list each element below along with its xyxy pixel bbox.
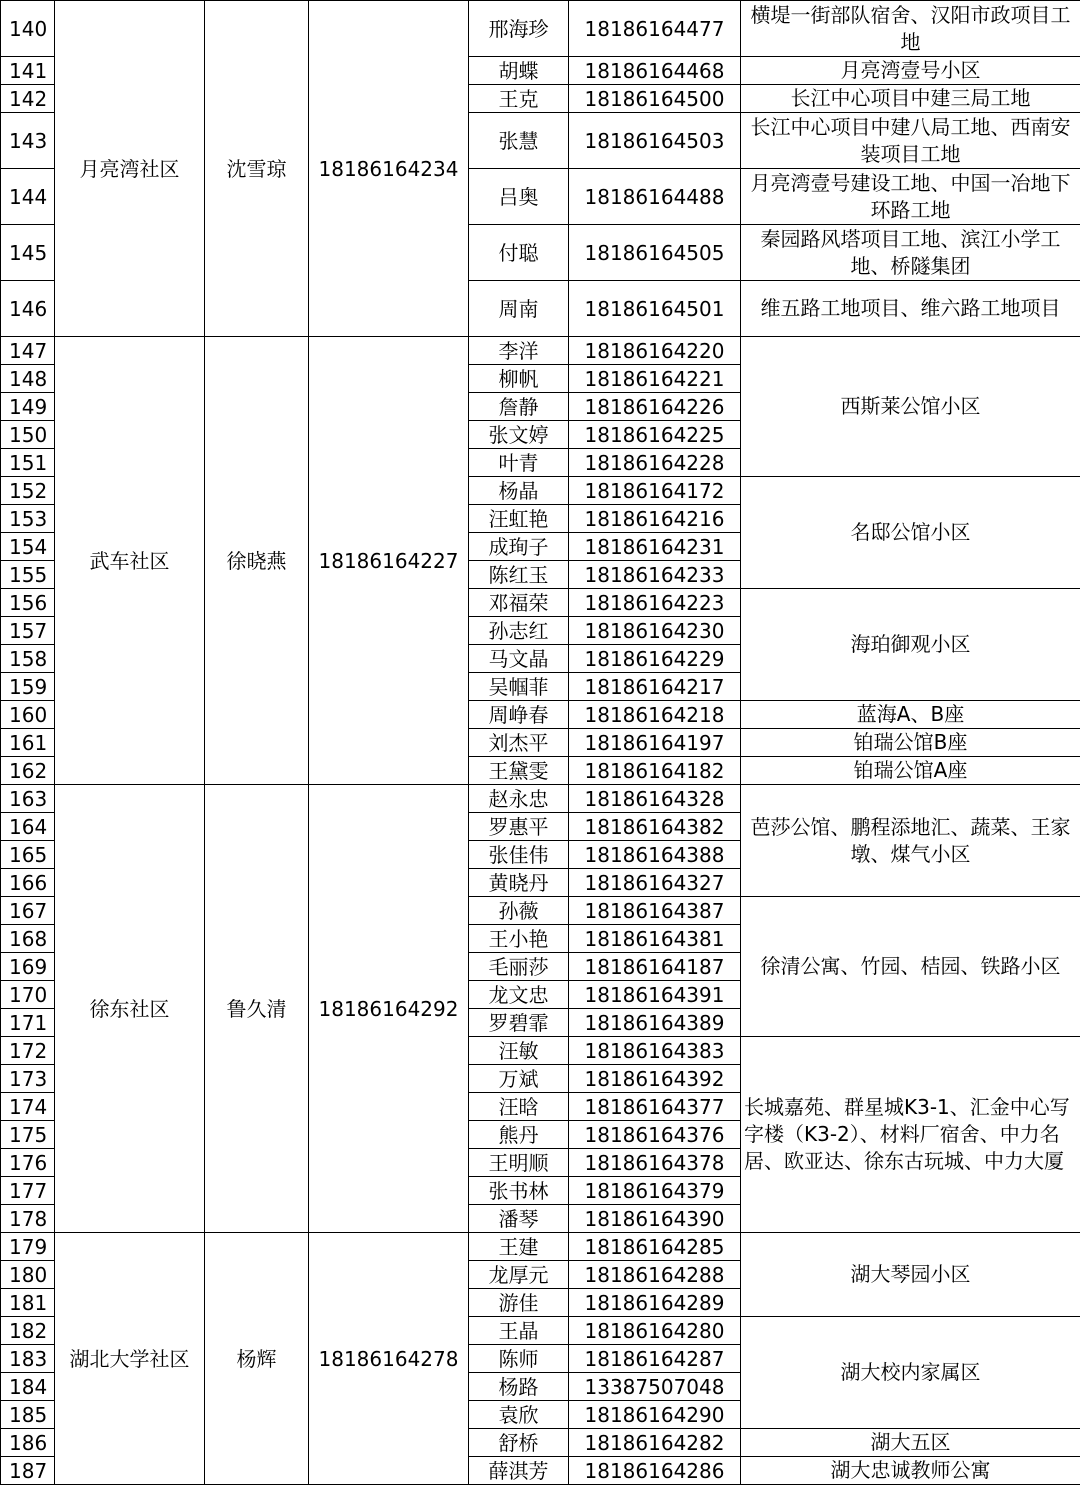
- member-phone: 18186164390: [569, 1205, 741, 1233]
- row-number: 169: [1, 953, 55, 981]
- row-number: 178: [1, 1205, 55, 1233]
- row-number: 176: [1, 1149, 55, 1177]
- member-phone: 18186164388: [569, 841, 741, 869]
- member-name: 赵永忠: [469, 785, 569, 813]
- row-number: 171: [1, 1009, 55, 1037]
- community-name: 月亮湾社区: [55, 1, 205, 337]
- member-phone: 18186164477: [569, 1, 741, 57]
- row-number: 179: [1, 1233, 55, 1261]
- member-name: 王建: [469, 1233, 569, 1261]
- member-name: 马文晶: [469, 645, 569, 673]
- responsible-area: 徐清公寓、竹园、桔园、铁路小区: [741, 897, 1080, 1037]
- member-name: 龙文忠: [469, 981, 569, 1009]
- row-number: 163: [1, 785, 55, 813]
- row-number: 175: [1, 1121, 55, 1149]
- member-phone: 18186164382: [569, 813, 741, 841]
- member-phone: 18186164285: [569, 1233, 741, 1261]
- member-phone: 18186164286: [569, 1457, 741, 1485]
- responsible-area: 湖大校内家属区: [741, 1317, 1080, 1429]
- row-number: 187: [1, 1457, 55, 1485]
- member-name: 潘琴: [469, 1205, 569, 1233]
- member-name: 袁欣: [469, 1401, 569, 1429]
- member-phone: 18186164381: [569, 925, 741, 953]
- member-name: 邢海珍: [469, 1, 569, 57]
- member-phone: 18186164391: [569, 981, 741, 1009]
- responsible-area: 秦园路风塔项目工地、滨江小学工地、桥隧集团: [741, 225, 1080, 281]
- member-name: 王明顺: [469, 1149, 569, 1177]
- member-name: 罗惠平: [469, 813, 569, 841]
- member-name: 成珣子: [469, 533, 569, 561]
- row-number: 180: [1, 1261, 55, 1289]
- member-name: 杨路: [469, 1373, 569, 1401]
- responsible-area: 名邸公馆小区: [741, 477, 1080, 589]
- row-number: 157: [1, 617, 55, 645]
- row-number: 144: [1, 169, 55, 225]
- member-name: 邓福荣: [469, 589, 569, 617]
- row-number: 159: [1, 673, 55, 701]
- row-number: 140: [1, 1, 55, 57]
- community-name: 武车社区: [55, 337, 205, 785]
- row-number: 152: [1, 477, 55, 505]
- responsible-area: 横堤一街部队宿舍、汉阳市政项目工地: [741, 1, 1080, 57]
- member-phone: 18186164328: [569, 785, 741, 813]
- row-number: 181: [1, 1289, 55, 1317]
- member-name: 龙厚元: [469, 1261, 569, 1289]
- member-phone: 18186164221: [569, 365, 741, 393]
- responsible-area: 月亮湾壹号建设工地、中国一冶地下环路工地: [741, 169, 1080, 225]
- member-phone: 18186164288: [569, 1261, 741, 1289]
- member-phone: 18186164233: [569, 561, 741, 589]
- row-number: 146: [1, 281, 55, 337]
- member-name: 陈师: [469, 1345, 569, 1373]
- responsible-area: 海珀御观小区: [741, 589, 1080, 701]
- row-number: 168: [1, 925, 55, 953]
- responsible-area: 蓝海A、B座: [741, 701, 1080, 729]
- member-phone: 18186164172: [569, 477, 741, 505]
- member-name: 汪敏: [469, 1037, 569, 1065]
- member-phone: 18186164290: [569, 1401, 741, 1429]
- row-number: 145: [1, 225, 55, 281]
- member-name: 孙薇: [469, 897, 569, 925]
- table-row: [1, 1233, 1080, 1261]
- member-name: 王黛雯: [469, 757, 569, 785]
- responsible-area: 湖大琴园小区: [741, 1233, 1080, 1317]
- member-name: 张佳伟: [469, 841, 569, 869]
- community-leader: 鲁久清: [205, 785, 309, 1233]
- responsible-area: 铂瑞公馆A座: [741, 757, 1080, 785]
- row-number: 160: [1, 701, 55, 729]
- table-body: [1, 1, 1080, 1485]
- responsible-area: 湖大忠诚教师公寓: [741, 1457, 1080, 1485]
- member-phone: 18186164218: [569, 701, 741, 729]
- row-number: 158: [1, 645, 55, 673]
- member-name: 张文婷: [469, 421, 569, 449]
- member-name: 柳帆: [469, 365, 569, 393]
- row-number: 162: [1, 757, 55, 785]
- row-number: 151: [1, 449, 55, 477]
- member-name: 王克: [469, 85, 569, 113]
- responsible-area: 长城嘉苑、群星城K3-1、汇金中心写字楼（K3-2）、材料厂宿舍、中力名居、欧亚达、徐东古玩城、中力大厦: [741, 1037, 1080, 1233]
- member-phone: 18186164392: [569, 1065, 741, 1093]
- member-phone: 18186164220: [569, 337, 741, 365]
- member-phone: 18186164223: [569, 589, 741, 617]
- leader-phone: 18186164227: [309, 337, 469, 785]
- row-number: 141: [1, 57, 55, 85]
- member-name: 吕奥: [469, 169, 569, 225]
- member-phone: 18186164387: [569, 897, 741, 925]
- row-number: 183: [1, 1345, 55, 1373]
- community-name: 徐东社区: [55, 785, 205, 1233]
- member-name: 薛淇芳: [469, 1457, 569, 1485]
- member-name: 杨晶: [469, 477, 569, 505]
- row-number: 172: [1, 1037, 55, 1065]
- row-number: 166: [1, 869, 55, 897]
- member-phone: 18186164182: [569, 757, 741, 785]
- responsible-area: 维五路工地项目、维六路工地项目: [741, 281, 1080, 337]
- community-name: 湖北大学社区: [55, 1233, 205, 1485]
- member-phone: 13387507048: [569, 1373, 741, 1401]
- member-phone: 18186164505: [569, 225, 741, 281]
- responsible-area: 长江中心项目中建八局工地、西南安装项目工地: [741, 113, 1080, 169]
- member-name: 周峥春: [469, 701, 569, 729]
- member-phone: 18186164217: [569, 673, 741, 701]
- member-name: 罗碧霏: [469, 1009, 569, 1037]
- member-phone: 18186164389: [569, 1009, 741, 1037]
- member-phone: 18186164231: [569, 533, 741, 561]
- row-number: 167: [1, 897, 55, 925]
- member-phone: 18186164289: [569, 1289, 741, 1317]
- row-number: 177: [1, 1177, 55, 1205]
- row-number: 174: [1, 1093, 55, 1121]
- member-phone: 18186164503: [569, 113, 741, 169]
- member-phone: 18186164226: [569, 393, 741, 421]
- row-number: 164: [1, 813, 55, 841]
- member-name: 吴帼菲: [469, 673, 569, 701]
- member-name: 孙志红: [469, 617, 569, 645]
- leader-phone: 18186164292: [309, 785, 469, 1233]
- row-number: 148: [1, 365, 55, 393]
- member-phone: 18186164378: [569, 1149, 741, 1177]
- member-name: 叶青: [469, 449, 569, 477]
- member-phone: 18186164216: [569, 505, 741, 533]
- row-number: 185: [1, 1401, 55, 1429]
- row-number: 173: [1, 1065, 55, 1093]
- member-name: 陈红玉: [469, 561, 569, 589]
- member-phone: 18186164383: [569, 1037, 741, 1065]
- row-number: 184: [1, 1373, 55, 1401]
- row-number: 186: [1, 1429, 55, 1457]
- member-phone: 18186164488: [569, 169, 741, 225]
- member-phone: 18186164280: [569, 1317, 741, 1345]
- responsible-area: 月亮湾壹号小区: [741, 57, 1080, 85]
- member-name: 李洋: [469, 337, 569, 365]
- member-name: 黄晓丹: [469, 869, 569, 897]
- member-phone: 18186164468: [569, 57, 741, 85]
- member-name: 付聪: [469, 225, 569, 281]
- row-number: 165: [1, 841, 55, 869]
- member-name: 汪虹艳: [469, 505, 569, 533]
- community-leader: 沈雪琼: [205, 1, 309, 337]
- member-phone: 18186164230: [569, 617, 741, 645]
- member-name: 周南: [469, 281, 569, 337]
- row-number: 147: [1, 337, 55, 365]
- member-name: 胡蝶: [469, 57, 569, 85]
- member-name: 张慧: [469, 113, 569, 169]
- community-leader: 徐晓燕: [205, 337, 309, 785]
- member-phone: 18186164287: [569, 1345, 741, 1373]
- member-phone: 18186164225: [569, 421, 741, 449]
- member-phone: 18186164377: [569, 1093, 741, 1121]
- row-number: 150: [1, 421, 55, 449]
- member-phone: 18186164500: [569, 85, 741, 113]
- member-name: 汪晗: [469, 1093, 569, 1121]
- member-name: 游佳: [469, 1289, 569, 1317]
- row-number: 170: [1, 981, 55, 1009]
- member-phone: 18186164327: [569, 869, 741, 897]
- member-name: 毛丽莎: [469, 953, 569, 981]
- table-row: [1, 337, 1080, 365]
- row-number: 143: [1, 113, 55, 169]
- table-row: [1, 785, 1080, 813]
- member-name: 舒桥: [469, 1429, 569, 1457]
- member-name: 万斌: [469, 1065, 569, 1093]
- responsible-area: 西斯莱公馆小区: [741, 337, 1080, 477]
- member-name: 熊丹: [469, 1121, 569, 1149]
- row-number: 182: [1, 1317, 55, 1345]
- responsible-area: 湖大五区: [741, 1429, 1080, 1457]
- member-phone: 18186164501: [569, 281, 741, 337]
- member-name: 刘杰平: [469, 729, 569, 757]
- member-name: 王小艳: [469, 925, 569, 953]
- member-phone: 18186164379: [569, 1177, 741, 1205]
- row-number: 153: [1, 505, 55, 533]
- member-name: 王晶: [469, 1317, 569, 1345]
- member-phone: 18186164187: [569, 953, 741, 981]
- table-row: [1, 1, 1080, 57]
- row-number: 156: [1, 589, 55, 617]
- row-number: 142: [1, 85, 55, 113]
- leader-phone: 18186164234: [309, 1, 469, 337]
- row-number: 149: [1, 393, 55, 421]
- community-leader: 杨辉: [205, 1233, 309, 1485]
- row-number: 161: [1, 729, 55, 757]
- member-phone: 18186164228: [569, 449, 741, 477]
- member-phone: 18186164282: [569, 1429, 741, 1457]
- row-number: 154: [1, 533, 55, 561]
- leader-phone: 18186164278: [309, 1233, 469, 1485]
- member-name: 詹静: [469, 393, 569, 421]
- responsible-area: 芭莎公馆、鹏程添地汇、蔬菜、王家墩、煤气小区: [741, 785, 1080, 897]
- row-number: 155: [1, 561, 55, 589]
- member-phone: 18186164229: [569, 645, 741, 673]
- responsible-area: 长江中心项目中建三局工地: [741, 85, 1080, 113]
- member-phone: 18186164376: [569, 1121, 741, 1149]
- member-phone: 18186164197: [569, 729, 741, 757]
- responsible-area: 铂瑞公馆B座: [741, 729, 1080, 757]
- member-name: 张书林: [469, 1177, 569, 1205]
